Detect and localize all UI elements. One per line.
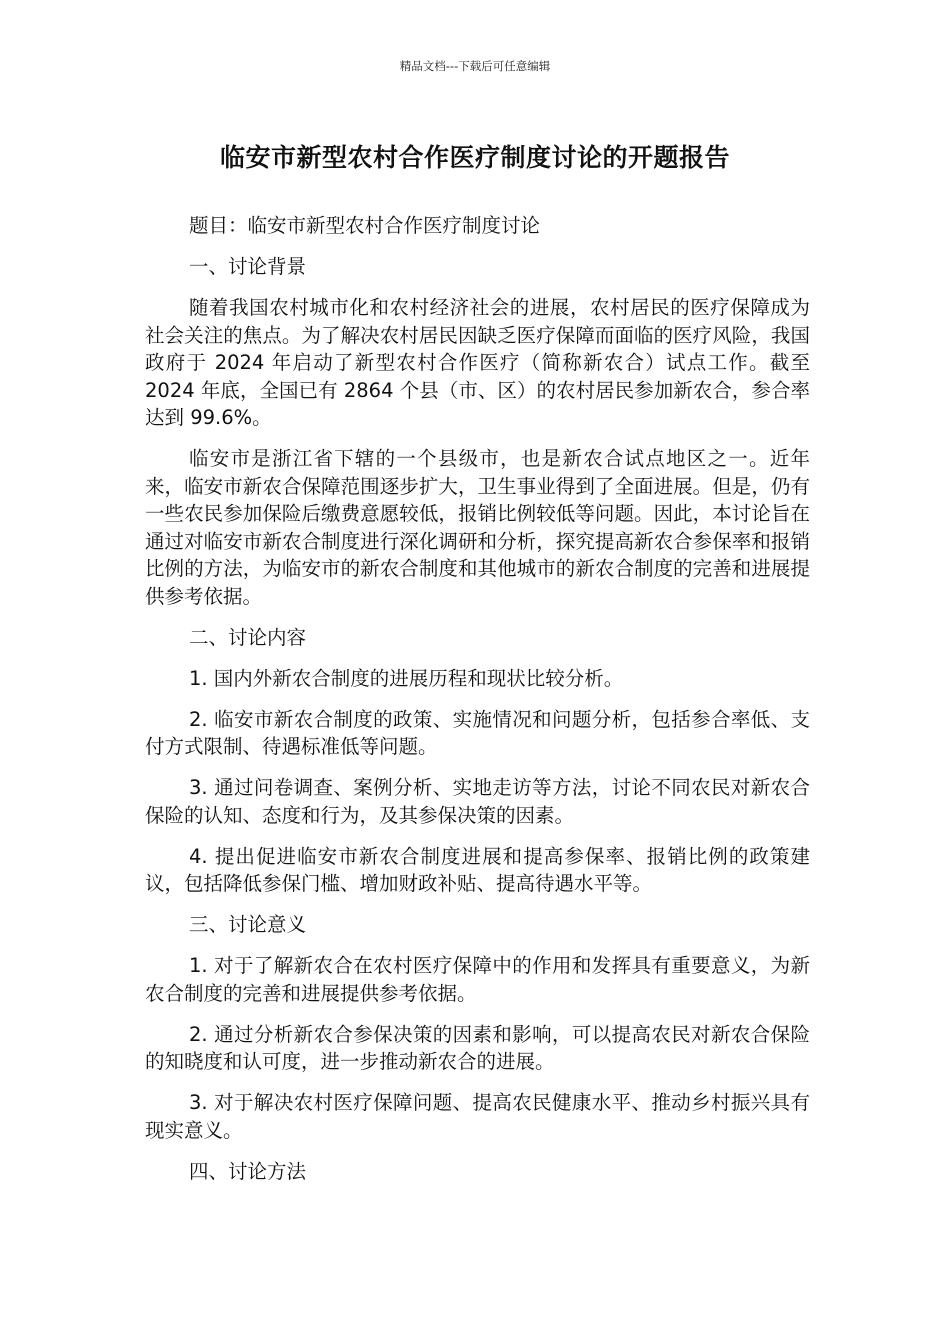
header-note: 精品文档---下载后可任意编辑 [399,59,551,73]
significance-item-3: 3. 对于解决农村医疗保障问题、提高农民健康水平、推动乡村振兴具有现实意义。 [145,1091,810,1142]
content-item-3: 3. 通过问卷调查、案例分析、实地走访等方法，讨论不同农民对新农合保险的认知、态度和行为，及其参保决策的因素。 [145,776,810,827]
section-heading-content: 二、讨论内容 [189,625,307,649]
topic-line: 题目：临安市新型农村合作医疗制度讨论 [189,214,541,237]
document-body [145,212,810,1199]
background-paragraph-2: 临安市是浙江省下辖的一个县级市，也是新农合试点地区之一。近年来，临安市新农合保障范围逐步扩大，卫生事业得到了全面进展。但是，仍有一些农民参加保险后缴费意愿较低，报销比例较低等问题。因此，本讨论旨在通过对临安市新农合制度进行深化调研和分析，探究提高新农合参保率和报销比例的方法，为临安市的新农合制度和其他城市的新农合制度的完善和进展提供参考依据。 [145,447,810,608]
significance-item-2: 2. 通过分析新农合参保决策的因素和影响，可以提高农民对新农合保险的知晓度和认可度，进一步推动新农合的进展。 [145,1022,810,1073]
document-title: 临安市新型农村合作医疗制度讨论的开题报告 [219,143,730,172]
section-heading-significance: 三、讨论意义 [189,913,307,936]
content-item-2: 2. 临安市新农合制度的政策、实施情况和问题分析，包括参合率低、支付方式限制、待遇标准低等问题。 [145,707,810,758]
significance-item-1: 1. 对于了解新农合在农村医疗保障中的作用和发挥具有重要意义，为新农合制度的完善和进展提供参考依据。 [145,954,810,1005]
section-heading-method: 四、讨论方法 [189,1159,307,1183]
content-item-4: 4. 提出促进临安市新农合制度进展和提高参保率、报销比例的政策建议，包括降低参保门槛、增加财政补贴、提高待遇水平等。 [145,844,810,895]
section-heading-background: 一、讨论背景 [189,255,307,278]
background-paragraph-1: 随着我国农村城市化和农村经济社会的进展，农村居民的医疗保障成为社会关注的焦点。为了解决农村居民因缺乏医疗保障而面临的医疗风险，我国政府于 2024 年启动了新型农村合作医疗（简称新农合）试点工作。截至 2024 年底，全国已有 2864 个县（市、区）的农村居民参加新农合，参合率达到 99.6%。 [145,296,810,429]
content-item-1: 1. 国内外新农合制度的进展历程和现状比较分析。 [189,666,624,690]
